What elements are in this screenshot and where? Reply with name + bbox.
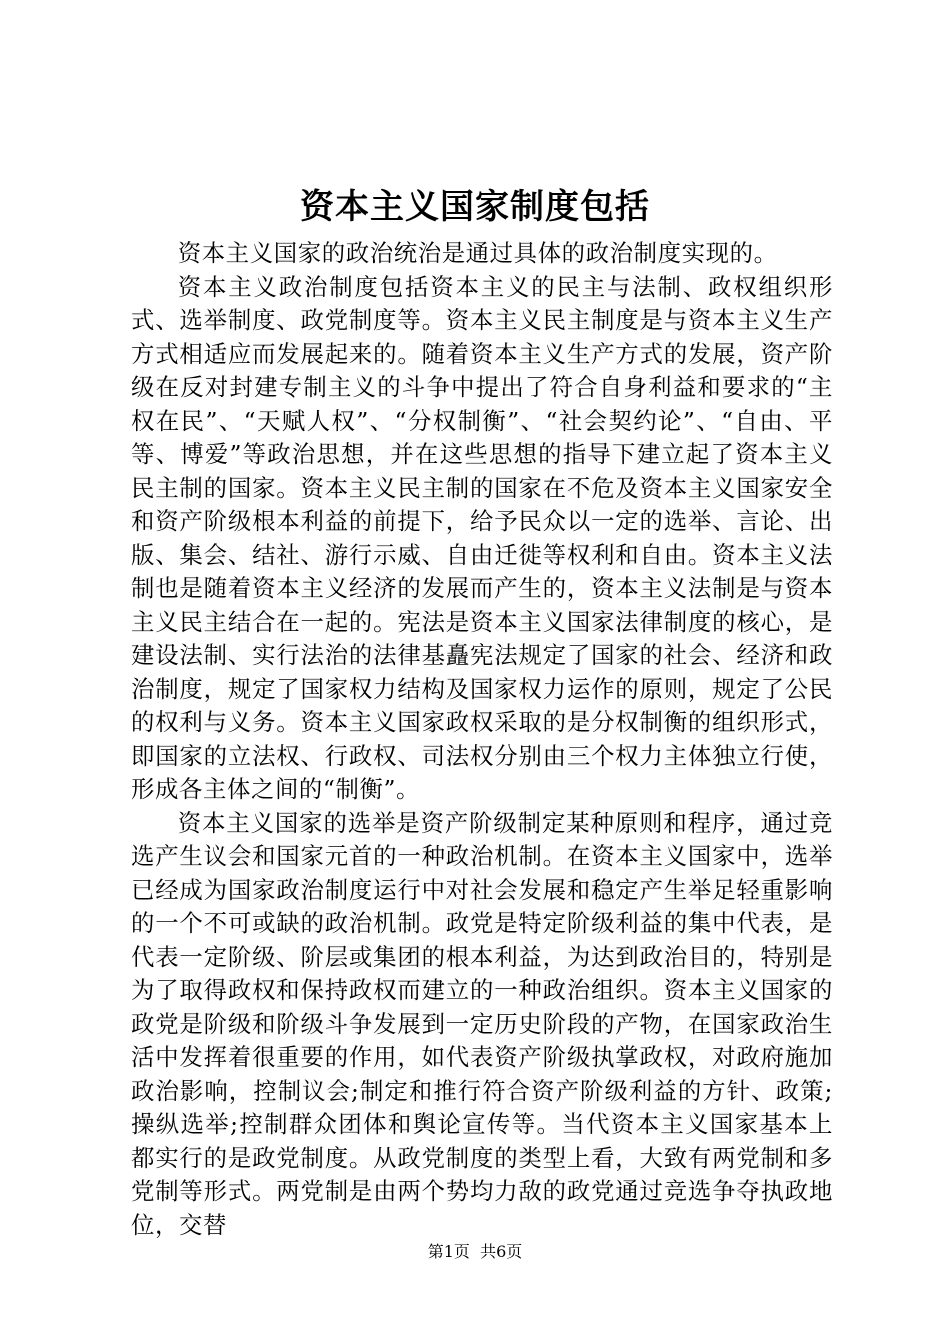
document-body [131, 237, 833, 1242]
paragraph-3: 资本主义国家的选举是资产阶级制定某种原则和程序，通过竞选产生议会和国家元首的一种政治机制。在资本主义国家中，选举已经成为国家政治制度运行中对社会发展和稳定产生举足轻重影响的一个不可或缺的政治机制。政党是特定阶级利益的集中代表，是代表一定阶级、阶层或集团的根本利益，为达到政治目的，特别是为了取得政权和保持政权而建立的一种政治组织。资本主义国家的政党是阶级和阶级斗争发展到一定历史阶段的产物，在国家政治生活中发挥着很重要的作用，如代表资产阶级执掌政权，对政府施加政治影响，控制议会;制定和推行符合资产阶级利益的方针、政策;操纵选举;控制群众团体和舆论宣传等。当代资本主义国家基本上都实行的是政党制度。从政党制度的类型上看，大致有两党制和多党制等形式。两党制是由两个势均力敌的政党通过竞选争夺执政地位，交替 [131, 808, 833, 1239]
document-title: 资本主义国家制度包括 [300, 187, 650, 227]
page-footer: 第1页 共6页 [427, 1242, 523, 1261]
paragraph-1: 资本主义国家的政治统治是通过具体的政治制度实现的。 [177, 239, 778, 267]
paragraph-2: 资本主义政治制度包括资本主义的民主与法制、政权组织形式、选举制度、政党制度等。资本主义民主制度是与资本主义生产方式相适应而发展起来的。随着资本主义生产方式的发展，资产阶级在反对封建专制主义的斗争中提出了符合自身利益和要求的“主权在民”、“天赋人权”、“分权制衡”、“社会契约论”、“自由、平等、博爱”等政治思想，并在这些思想的指导下建立起了资本主义民主制的国家。资本主义民主制的国家在不危及资本主义国家安全和资产阶级根本利益的前提下，给予民众以一定的选举、言论、出版、集会、结社、游行示威、自由迁徙等权利和自由。资本主义法制也是随着资本主义经济的发展而产生的，资本主义法制是与资本主义民主结合在一起的。宪法是资本主义国家法律制度的核心，是建设法制、实行法治的法律基矗宪法规定了国家的社会、经济和政治制度，规定了国家权力结构及国家权力运作的原则，规定了公民的权利与义务。资本主义国家政权采取的是分权制衡的组织形式，即国家的立法权、行政权、司法权分别由三个权力主体独立行使，形成各主体之间的“制衡”。 [131, 272, 833, 803]
